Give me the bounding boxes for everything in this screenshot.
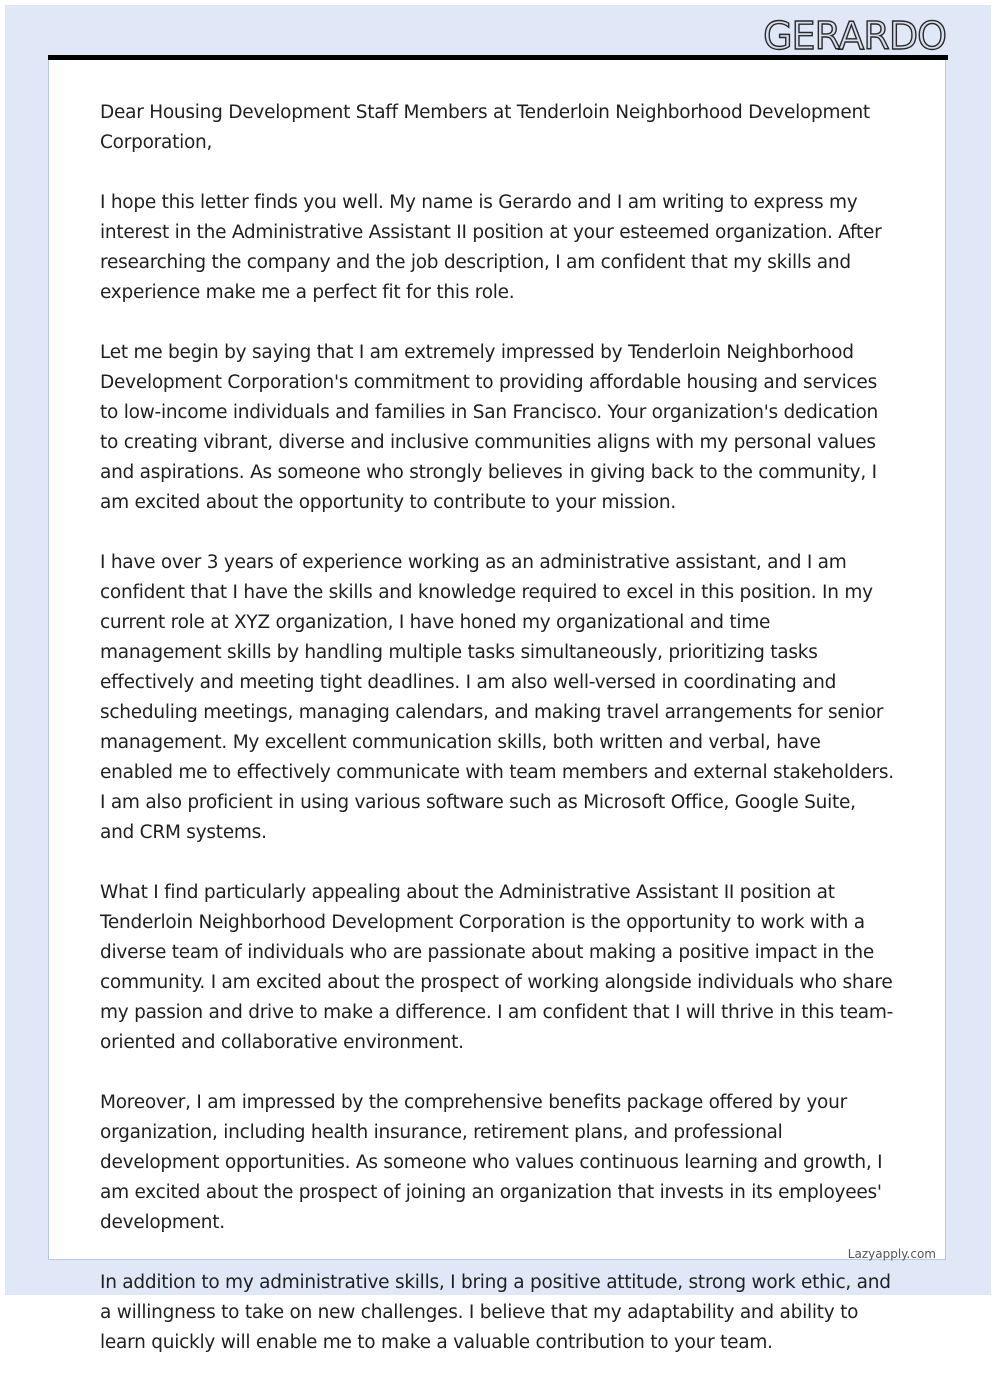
letter-paragraph-team: What I find particularly appealing about the Administrative Assistant II position at Tenderloin Neighborhood Development Corporation is the opportunity to work with a diverse team of individuals who are passionate about making a positive impact in the community. I am excited about the prospect of working alongside individuals who share my passion and drive to make a difference. I am confident that I will thrive in this team-oriented and collaborative environment. — [100, 882, 894, 1053]
watermark-text: Lazyapply.com — [847, 1247, 936, 1261]
letter-paragraph-closing: In addition to my administrative skills, I bring a positive attitude, strong work ethic, and a willingness to take on new challenges. I believe that my adaptability and ability to learn quickly will enable me to make a valuable contribution to your team. — [100, 1272, 891, 1353]
letter-paragraph-intro: I hope this letter finds you well. My name is Gerardo and I am writing to express my interest in the Administrative Assistant II position at your esteemed organization. After researching the company and the job description, I am confident that my skills and experience make me a perfect fit for this role. — [100, 192, 882, 303]
applicant-name-heading: GERARDO — [763, 14, 946, 58]
letter-paragraph-benefits: Moreover, I am impressed by the comprehensive benefits package offered by your organization, including health insurance, retirement plans, and professional development opportunities. As someone who values continuous learning and growth, I am excited about the prospect of joining an organization that invests in its employees' development. — [100, 1092, 883, 1233]
letter-paragraph-experience: I have over 3 years of experience working as an administrative assistant, and I am confident that I have the skills and knowledge required to excel in this position. In my current role at XYZ organization, I have honed my organizational and time management skills by handling multiple tasks simultaneously, prioritizing tasks effectively and meeting tight deadlines. I am also well-versed in coordinating and scheduling meetings, managing calendars, and making travel arrangements for senior management. My excellent communication skills, both written and verbal, have enabled me to effectively communicate with team members and external stakeholders. I am also proficient in using various software such as Microsoft Office, Google Suite, and CRM systems. — [100, 552, 894, 843]
letter-salutation: Dear Housing Development Staff Members at Tenderloin Neighborhood Development Corporation, — [100, 102, 870, 153]
letter-paragraph-mission: Let me begin by saying that I am extremely impressed by Tenderloin Neighborhood Development Corporation's commitment to providing affordable housing and services to low-income individuals and families in San Francisco. Your organization's dedication to creating vibrant, diverse and inclusive communities aligns with my personal values and aspirations. As someone who strongly believes in giving back to the community, I am excited about the opportunity to contribute to your mission. — [100, 342, 879, 513]
cover-letter-body — [100, 98, 895, 1388]
